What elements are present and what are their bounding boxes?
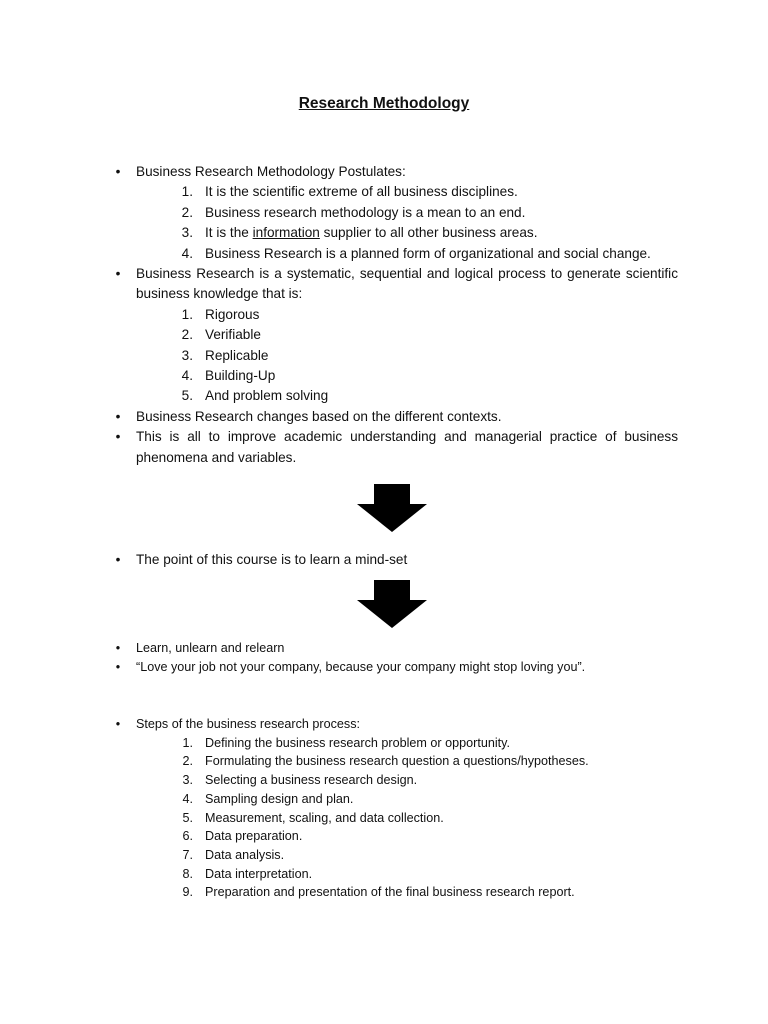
- list-item: [112, 658, 678, 677]
- item-text: Verifiable: [205, 327, 261, 343]
- item-text: Data analysis.: [205, 847, 285, 862]
- bullet-text: This is all to improve academic understanding and managerial practice of business phenomena and variables.: [136, 429, 678, 465]
- underlined-word: information: [252, 225, 320, 241]
- item-number: 5.: [182, 810, 193, 825]
- item-number: 3.: [181, 347, 193, 363]
- numbered-list: [136, 182, 678, 264]
- bullet-list: [112, 639, 678, 677]
- bullet-text: Steps of the business research process:: [136, 717, 361, 731]
- item-text: Replicable: [205, 347, 269, 363]
- item-text: It is the scientific extreme of all business disciplines.: [205, 184, 518, 200]
- bullet-icon: •: [115, 641, 121, 655]
- bullet-icon: •: [115, 429, 121, 445]
- item-text: Business research methodology is a mean to an end.: [205, 204, 526, 220]
- list-item: [112, 407, 678, 427]
- list-item: [136, 203, 678, 223]
- bullet-list: [112, 550, 678, 570]
- bullet-icon: •: [115, 717, 121, 731]
- arrow-down-icon: [357, 484, 427, 532]
- item-number: 4.: [181, 245, 193, 261]
- numbered-list: [136, 734, 678, 902]
- item-number: 3.: [182, 773, 193, 788]
- arrow-shape: [357, 580, 427, 628]
- list-item: [136, 827, 678, 846]
- bullet-icon: •: [115, 552, 121, 567]
- item-text-post: supplier to all other business areas.: [323, 225, 538, 241]
- item-number: 9.: [182, 885, 193, 900]
- item-text: Rigorous: [205, 306, 260, 322]
- list-item: [112, 427, 678, 468]
- bullet-text: “Love your job not your company, because your company might stop loving you”.: [136, 660, 586, 674]
- list-item: [136, 305, 678, 325]
- list-item: [136, 386, 678, 406]
- bullet-text: Business Research changes based on the different contexts.: [136, 408, 502, 424]
- item-number: 1.: [181, 184, 193, 200]
- list-item: [136, 846, 678, 865]
- item-number: 5.: [181, 388, 193, 404]
- list-item: [136, 734, 678, 753]
- item-number: 1.: [182, 735, 193, 750]
- item-number: 2.: [181, 204, 193, 220]
- item-text-pre: It is the: [205, 225, 249, 241]
- bullet-icon: •: [115, 164, 121, 179]
- item-number: 7.: [182, 847, 193, 862]
- bullet-list: [112, 162, 678, 468]
- bullet-text: The point of this course is to learn a mind-set: [136, 552, 408, 567]
- item-text: Preparation and presentation of the final business research report.: [205, 885, 575, 900]
- bullet-icon: •: [115, 266, 121, 282]
- list-item: [112, 639, 678, 658]
- numbered-list: [136, 305, 678, 407]
- item-number: 2.: [181, 327, 193, 343]
- bullet-text: Learn, unlearn and relearn: [136, 641, 285, 655]
- item-number: 4.: [182, 791, 193, 806]
- list-item: [136, 790, 678, 809]
- item-text: Business Research is a planned form of organizational and social change.: [205, 245, 651, 261]
- item-text: Formulating the business research question a questions/hypotheses.: [205, 754, 589, 769]
- list-item: [112, 162, 678, 264]
- arrow-shape: [357, 484, 427, 532]
- item-number: 3.: [181, 225, 193, 241]
- list-item: [136, 244, 678, 264]
- list-item: [112, 550, 678, 570]
- list-item: [136, 182, 678, 202]
- list-item: [136, 865, 678, 884]
- item-text: Measurement, scaling, and data collection.: [205, 810, 444, 825]
- bullet-icon: •: [115, 660, 121, 674]
- list-item: [136, 366, 678, 386]
- item-number: 8.: [182, 866, 193, 881]
- list-item: [112, 715, 678, 902]
- item-text: Selecting a business research design.: [205, 773, 418, 788]
- list-item: [136, 752, 678, 771]
- list-item: [112, 264, 678, 407]
- item-number: 1.: [181, 306, 193, 322]
- item-text: And problem solving: [205, 388, 329, 404]
- bullet-text: Business Research Methodology Postulates:: [136, 164, 406, 179]
- section-mindset: [112, 550, 678, 570]
- item-number: 2.: [182, 754, 193, 769]
- item-text: Building-Up: [205, 368, 276, 384]
- list-item: [136, 223, 678, 243]
- bullet-icon: •: [115, 408, 121, 424]
- list-item: [136, 809, 678, 828]
- list-item: [136, 325, 678, 345]
- section-steps: [112, 715, 678, 902]
- section-learn: [112, 639, 678, 677]
- section-postulates: [112, 162, 678, 468]
- bullet-text: Business Research is a systematic, sequential and logical process to generate scientific business knowledge that is:: [136, 266, 678, 302]
- item-number: 6.: [182, 829, 193, 844]
- bullet-list: [112, 715, 678, 902]
- list-item: [136, 771, 678, 790]
- item-text: Sampling design and plan.: [205, 791, 354, 806]
- arrow-down-icon: [357, 580, 427, 628]
- item-text: Data preparation.: [205, 829, 303, 844]
- item-text: Data interpretation.: [205, 866, 313, 881]
- item-number: 4.: [181, 368, 193, 384]
- item-text: Defining the business research problem or opportunity.: [205, 735, 510, 750]
- page-title: Research Methodology: [298, 95, 470, 112]
- list-item: [136, 883, 678, 902]
- list-item: [136, 346, 678, 366]
